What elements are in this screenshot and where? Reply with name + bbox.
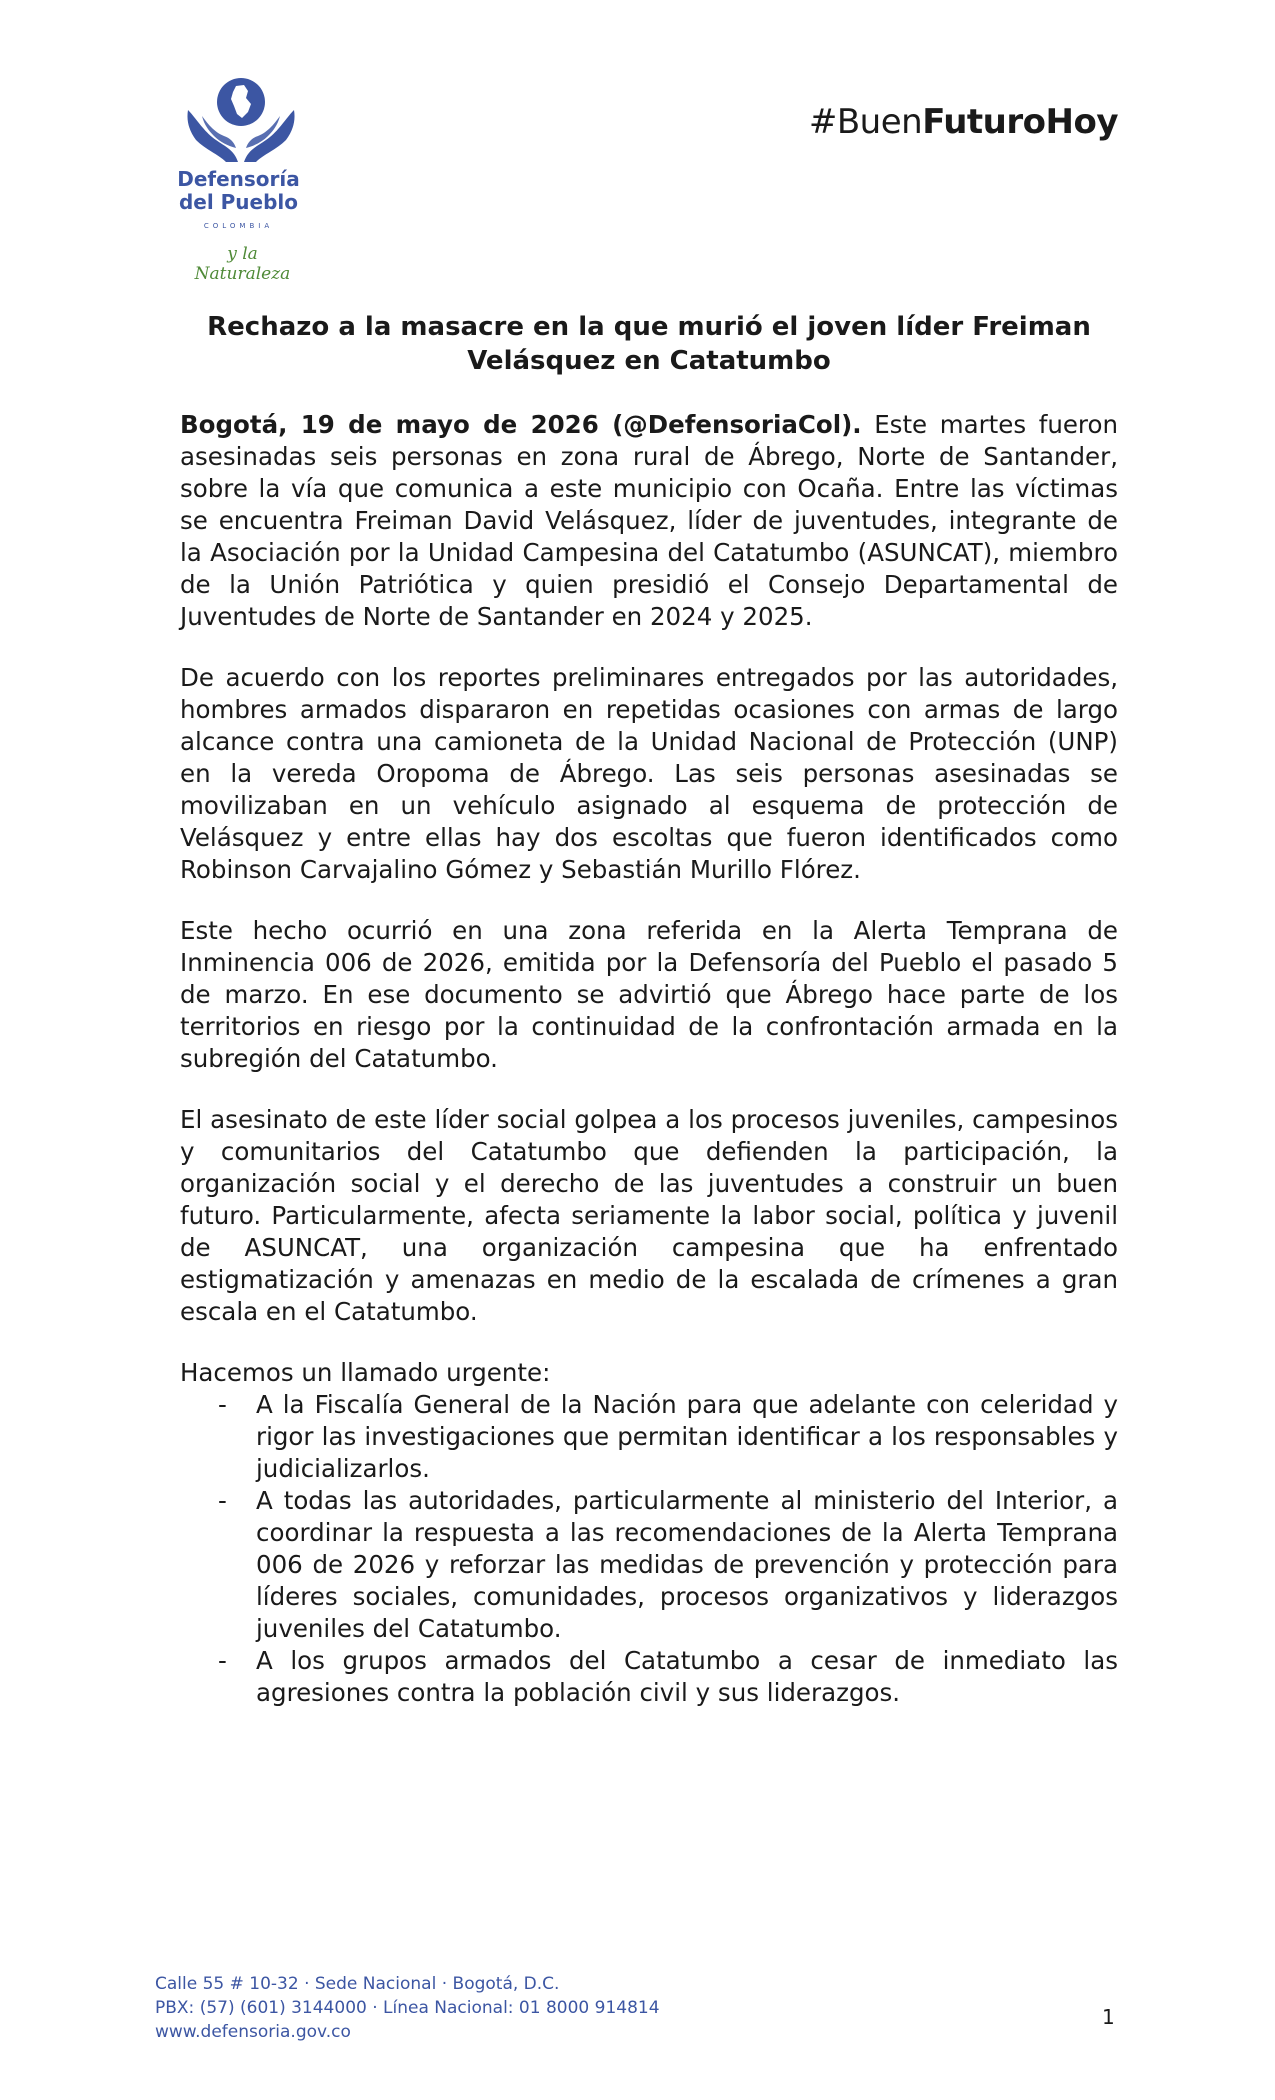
logo-country: COLOMBIA xyxy=(203,222,274,230)
call-intro: Hacemos un llamado urgente: xyxy=(180,1358,551,1387)
hashtag-bold: FuturoHoy xyxy=(922,102,1118,142)
bullet-dash: - xyxy=(218,1486,227,1515)
paragraph-2: De acuerdo con los reportes preliminares entregados por las autoridades, hombres armados dispararon en repetidas ocasiones con armas de largo alcance contra una camioneta de la Unidad Nacional de Protección (UNP) en la vereda Oropoma de Ábrego. Las seis personas asesinadas se movilizaban en un vehículo asignado al esquema de protección de Velásquez y entre ellas hay dos escoltas que fueron identificados como Robinson Carvajalino Gómez y Sebastián Murillo Flórez. xyxy=(180,663,1118,884)
paragraph-4: El asesinato de este líder social golpea a los procesos juveniles, campesinos y comunitarios del Catatumbo que defienden la participación, la organización social y el derecho de las juventudes a construir un buen futuro. Particularmente, afecta seriamente la labor social, política y juvenil de ASUNCAT, una organización campesina que ha enfrentado estigmatización y amenazas en medio de la escalada de crímenes a gran escala en el Catatumbo. xyxy=(180,1105,1118,1326)
logo-line-2: del Pueblo xyxy=(178,190,299,214)
bullet-dash: - xyxy=(218,1390,227,1419)
list-item-text: A la Fiscalía General de la Nación para que adelante con celeridad y rigor las investigaciones que permitan identificar a los responsables y judicializarlos. xyxy=(256,1390,1118,1483)
hashtag-prefix: #Buen xyxy=(808,102,923,142)
logo-name xyxy=(176,168,301,214)
page-title xyxy=(180,310,1118,378)
paragraph-1 xyxy=(180,409,1118,633)
calls-list xyxy=(180,1389,1118,1709)
list-item xyxy=(180,1485,1118,1645)
bullet-dash: - xyxy=(218,1646,227,1675)
defensoria-logo xyxy=(176,76,306,284)
document-body xyxy=(180,409,1118,1709)
dateline: Bogotá, 19 de mayo de 2026 (@DefensoriaCol). xyxy=(180,410,862,439)
list-item xyxy=(180,1389,1118,1485)
paragraph-1-text: Este martes fueron asesinadas seis personas en zona rural de Ábrego, Norte de Santander, sobre la vía que comunica a este municipio con Ocaña. Entre las víctimas se encuentra Freiman David Velásquez, líder de juventudes, integrante de la Asociación por la Unidad Campesina del Catatumbo (ASUNCAT), miembro de la Unión Patriótica y quien presidió el Consejo Departamental de Juventudes de Norte de Santander en 2024 y 2025. xyxy=(180,410,1118,631)
list-item xyxy=(180,1645,1118,1709)
logo-line-1: Defensoría xyxy=(177,167,300,191)
footer-phones: PBX: (57) (601) 3144000 · Línea Nacional: 01 8000 914814 xyxy=(155,1998,660,2018)
title-line-1: Rechazo a la masacre en la que murió el joven líder Freiman xyxy=(207,312,1091,342)
footer-contact xyxy=(155,1972,660,2044)
footer-website[interactable]: www.defensoria.gov.co xyxy=(155,2022,351,2042)
list-item-text: A los grupos armados del Catatumbo a cesar de inmediato las agresiones contra la población civil y sus liderazgos. xyxy=(256,1646,1118,1707)
logo-tagline: y la Naturaleza xyxy=(194,244,291,284)
page-number: 1 xyxy=(1102,2005,1115,2029)
title-line-2: Velásquez en Catatumbo xyxy=(467,346,831,376)
logo-hands-emblem-icon xyxy=(182,76,300,166)
paragraph-3: Este hecho ocurrió en una zona referida en la Alerta Temprana de Inminencia 006 de 2026, emitida por la Defensoría del Pueblo el pasado 5 de marzo. En ese documento se advirtió que Ábrego hace parte de los territorios en riesgo por la continuidad de la confrontación armada en la subregión del Catatumbo. xyxy=(180,916,1118,1073)
list-item-text: A todas las autoridades, particularmente al ministerio del Interior, a coordinar la respuesta a las recomendaciones de la Alerta Temprana 006 de 2026 y reforzar las medidas de prevención y protección para líderes sociales, comunidades, procesos organizativos y liderazgos juveniles del Catatumbo. xyxy=(256,1486,1118,1643)
campaign-hashtag xyxy=(809,102,1118,142)
footer-address: Calle 55 # 10-32 · Sede Nacional · Bogotá, D.C. xyxy=(155,1974,560,1994)
